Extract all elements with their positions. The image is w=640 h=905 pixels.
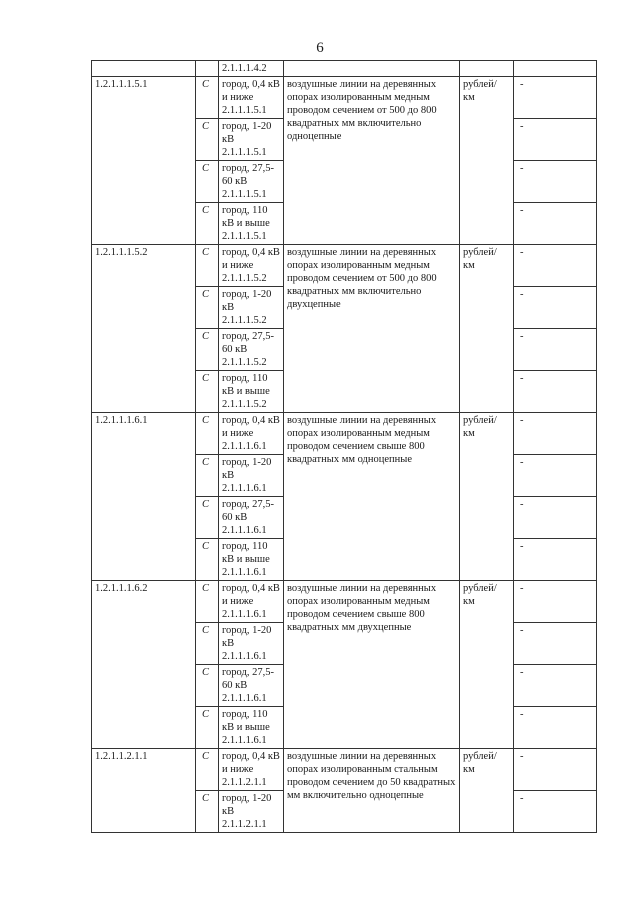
letter-cell: С	[196, 581, 219, 623]
value-cell: -	[514, 413, 597, 455]
letter-cell: С	[196, 539, 219, 581]
description-cell: воздушные линии на деревянных опорах изолированным медным проводом сечением свыше 800 квадратных мм двухцепные	[284, 581, 460, 749]
table-row	[92, 749, 597, 791]
value-cell: -	[514, 455, 597, 497]
subcategory-cell: город, 1-20 кВ 2.1.1.1.5.2	[219, 287, 284, 329]
tariff-table-body	[92, 61, 597, 833]
description-cell: воздушные линии на деревянных опорах изолированным медным проводом сечением от 500 до 800 квадратных мм включительно одноцепные	[284, 77, 460, 245]
table-row	[92, 413, 597, 455]
subcategory-cell: город, 110 кВ и выше 2.1.1.1.5.1	[219, 203, 284, 245]
value-cell: -	[514, 203, 597, 245]
subcategory-cell: город, 1-20 кВ 2.1.1.1.6.1	[219, 623, 284, 665]
letter-cell: С	[196, 371, 219, 413]
value-cell: -	[514, 707, 597, 749]
subcategory-cell: город, 110 кВ и выше 2.1.1.1.6.1	[219, 539, 284, 581]
letter-cell: С	[196, 245, 219, 287]
subcategory-cell: город, 1-20 кВ 2.1.1.1.5.1	[219, 119, 284, 161]
unit-cell: рублей/ км	[460, 77, 514, 245]
unit-cell: рублей/ км	[460, 581, 514, 749]
description-cell: воздушные линии на деревянных опорах изолированным стальным проводом сечением до 50 квадратных мм включительно одноцепные	[284, 749, 460, 833]
page-number: 6	[316, 40, 324, 56]
subcategory-cell: город, 0,4 кВ и ниже 2.1.1.1.5.1	[219, 77, 284, 119]
value-cell: -	[514, 371, 597, 413]
subcategory-cell: город, 1-20 кВ 2.1.1.2.1.1	[219, 791, 284, 833]
description-cell: воздушные линии на деревянных опорах изолированным медным проводом сечением от 500 до 800 квадратных мм включительно двухцепные	[284, 245, 460, 413]
description-cell: воздушные линии на деревянных опорах изолированным медным проводом сечением свыше 800 квадратных мм одноцепные	[284, 413, 460, 581]
table-row	[92, 581, 597, 623]
code-cell: 1.2.1.1.1.5.1	[92, 77, 196, 245]
code-cell: 1.2.1.1.1.5.2	[92, 245, 196, 413]
code-cell	[92, 61, 196, 77]
letter-cell: С	[196, 161, 219, 203]
value-cell: -	[514, 161, 597, 203]
table-row	[92, 245, 597, 287]
unit-cell	[460, 61, 514, 77]
subcategory-cell: город, 0,4 кВ и ниже 2.1.1.1.6.1	[219, 581, 284, 623]
value-cell: -	[514, 77, 597, 119]
letter-cell: С	[196, 791, 219, 833]
subcategory-cell: город, 27,5-60 кВ 2.1.1.1.6.1	[219, 665, 284, 707]
code-cell: 1.2.1.1.2.1.1	[92, 749, 196, 833]
value-cell: -	[514, 623, 597, 665]
value-cell: -	[514, 581, 597, 623]
subcategory-cell: город, 27,5-60 кВ 2.1.1.1.5.1	[219, 161, 284, 203]
letter-cell: С	[196, 287, 219, 329]
value-cell: -	[514, 245, 597, 287]
letter-cell: С	[196, 329, 219, 371]
continuation-row	[92, 61, 597, 77]
value-cell: -	[514, 791, 597, 833]
letter-cell	[196, 61, 219, 77]
letter-cell: С	[196, 413, 219, 455]
letter-cell: С	[196, 623, 219, 665]
subcategory-cell: город, 27,5-60 кВ 2.1.1.1.6.1	[219, 497, 284, 539]
unit-cell: рублей/ км	[460, 413, 514, 581]
subcategory-cell: город, 110 кВ и выше 2.1.1.1.5.2	[219, 371, 284, 413]
letter-cell: С	[196, 665, 219, 707]
letter-cell: С	[196, 203, 219, 245]
value-cell: -	[514, 287, 597, 329]
tariff-table	[91, 60, 597, 833]
subcategory-cell: город, 0,4 кВ и ниже 2.1.1.1.5.2	[219, 245, 284, 287]
subcategory-cell: город, 1-20 кВ 2.1.1.1.6.1	[219, 455, 284, 497]
code-cell: 1.2.1.1.1.6.1	[92, 413, 196, 581]
letter-cell: С	[196, 119, 219, 161]
letter-cell: С	[196, 77, 219, 119]
value-cell: -	[514, 329, 597, 371]
value-cell: -	[514, 119, 597, 161]
subcategory-cell: город, 110 кВ и выше 2.1.1.1.6.1	[219, 707, 284, 749]
letter-cell: С	[196, 707, 219, 749]
description-cell	[284, 61, 460, 77]
value-cell	[514, 61, 597, 77]
letter-cell: С	[196, 497, 219, 539]
unit-cell: рублей/ км	[460, 245, 514, 413]
letter-cell: С	[196, 455, 219, 497]
value-cell: -	[514, 539, 597, 581]
table-row	[92, 77, 597, 119]
subcategory-cell: город, 0,4 кВ и ниже 2.1.1.2.1.1	[219, 749, 284, 791]
subcategory-cell: город, 0,4 кВ и ниже 2.1.1.1.6.1	[219, 413, 284, 455]
subcategory-cell: город, 27,5-60 кВ 2.1.1.1.5.2	[219, 329, 284, 371]
letter-cell: С	[196, 749, 219, 791]
subcategory-cell: 2.1.1.1.4.2	[219, 61, 284, 77]
unit-cell: рублей/ км	[460, 749, 514, 833]
value-cell: -	[514, 749, 597, 791]
value-cell: -	[514, 665, 597, 707]
value-cell: -	[514, 497, 597, 539]
code-cell: 1.2.1.1.1.6.2	[92, 581, 196, 749]
